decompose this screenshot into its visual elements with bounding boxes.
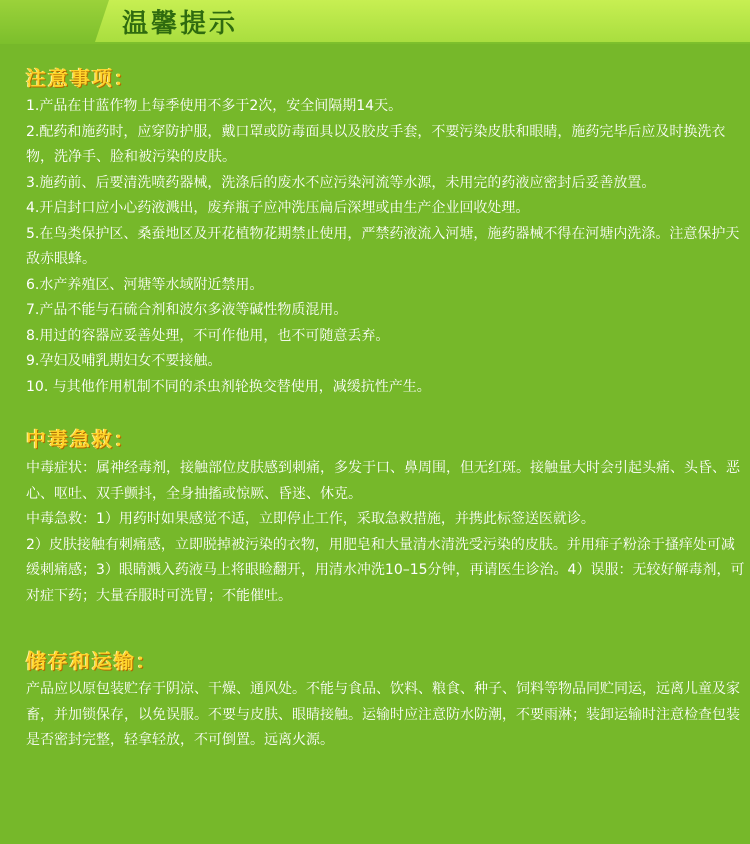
list-item: 4.开启封口应小心药液溅出，废弃瓶子应冲洗压扁后深埋或由生产企业回收处理。 <box>26 200 530 216</box>
list-item: 2.配药和施药时，应穿防护服，戴口罩或防毒面具以及胶皮手套，不要污染皮肤和眼睛，施药完毕后应及时换洗衣物，洗净手、脸和被污染的皮肤。 <box>26 123 726 165</box>
precautions-list <box>26 94 748 400</box>
poisoning-symptoms: 中毒症状：属神经毒剂，接触部位皮肤感到刺痛，多发于口、鼻周围，但无红斑。接触量大时会引起头痛、头昏、恶心、呕吐、双手颤抖，全身抽搐或惊厥、昏迷、休克。 <box>26 460 740 502</box>
first-aid-block <box>26 456 748 609</box>
list-item: 1.产品在甘蓝作物上每季使用不多于2次，安全间隔期14天。 <box>26 98 403 114</box>
first-aid-title: 中毒急救： <box>26 427 136 451</box>
list-item: 10. 与其他作用机制不同的杀虫剂轮换交替使用，减缓抗性产生。 <box>26 378 431 395</box>
storage-title: 储存和运输： <box>26 649 158 673</box>
precautions-title: 注意事项： <box>26 66 136 90</box>
list-item: 6.水产养殖区、河塘等水域附近禁用。 <box>26 276 264 293</box>
list-item: 9.孕妇及哺乳期妇女不要接触。 <box>26 353 222 369</box>
storage-block <box>26 677 748 754</box>
page-title: 温馨提示 <box>122 9 239 39</box>
list-item: 3.施药前、后要清洗喷药器械，洗涤后的废水不应污染河流等水源，未用完的药液应密封后妥善放置。 <box>26 174 656 191</box>
first-aid-step-1: 中毒急救：1）用药时如果感觉不适，立即停止工作，采取急救措施，并携此标签送医就诊。 <box>26 511 595 527</box>
list-item: 5.在鸟类保护区、桑蚕地区及开花植物花期禁止使用，严禁药液流入河塘，施药器械不得在河塘内洗涤。注意保护天敌赤眼蜂。 <box>26 225 740 267</box>
list-item: 8.用过的容器应妥善处理，不可作他用，也不可随意丢弃。 <box>26 327 390 344</box>
storage-text: 产品应以原包装贮存于阴凉、干燥、通风处。不能与食品、饮料、粮食、种子、饲料等物品同贮同运，远离儿童及家畜，并加锁保存，以免误服。不要与皮肤、眼睛接触。运输时应注意防水防潮，不要雨淋；装卸运输时注意检查包装是否密封完整，轻拿轻放，不可倒置。远离火源。 <box>26 681 740 748</box>
list-item: 7.产品不能与石硫合剂和波尔多液等碱性物质混用。 <box>26 302 348 318</box>
first-aid-step-2: 2）皮肤接触有刺痛感，立即脱掉被污染的衣物，用肥皂和大量清水清洗受污染的皮肤。并用痱子粉涂于搔痒处可减缓刺痛感；3）眼睛溅入药液马上将眼睑翻开，用清水冲洗10–15分钟，再请医生诊治。4）误服：无较好解毒剂，可对症下药；大量吞服时可洗胃；不能催吐。 <box>26 536 745 604</box>
